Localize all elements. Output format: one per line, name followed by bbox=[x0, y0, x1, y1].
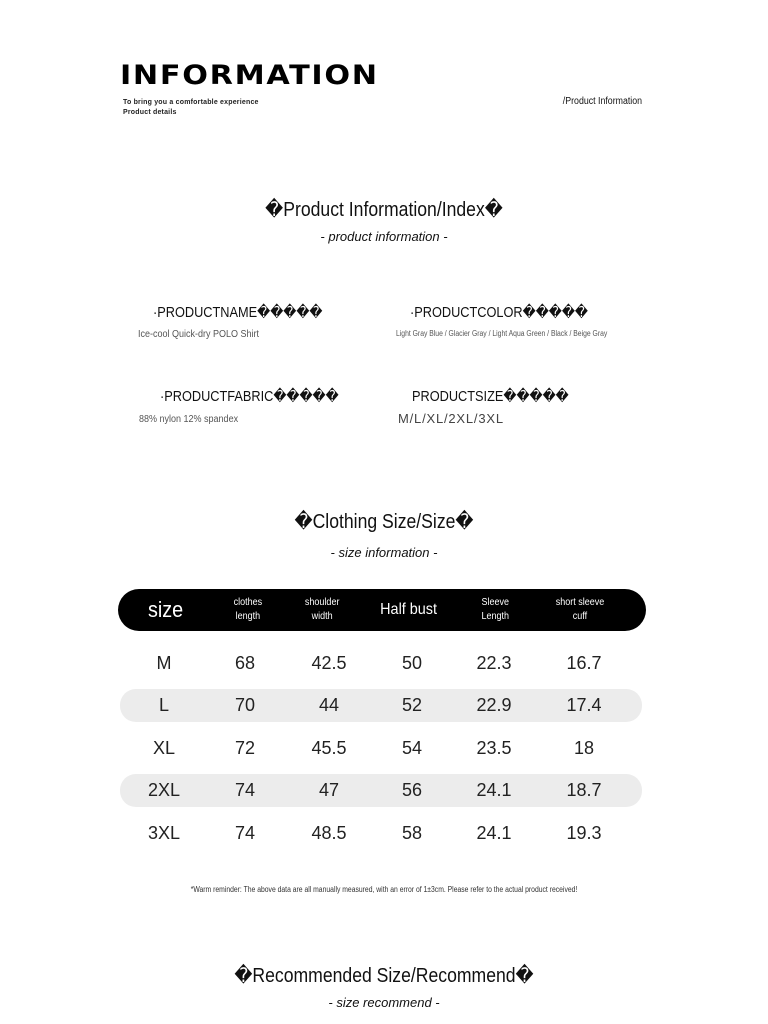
recommend-section-title: �Recommended Size/Recommend� bbox=[234, 965, 534, 987]
table-cell: 48.5 bbox=[311, 823, 347, 843]
table-cell: XL bbox=[152, 738, 176, 758]
brand-subtitle-line2: Product details bbox=[123, 109, 177, 116]
table-row bbox=[120, 774, 642, 807]
header-shoulder-width: shoulder width bbox=[304, 597, 340, 622]
product-name-value: Ice-cool Quick-dry POLO Shirt bbox=[138, 329, 260, 340]
header-sleeve-length: Sleeve Length bbox=[481, 597, 509, 622]
table-row bbox=[120, 689, 642, 722]
size-section-title: �Clothing Size/Size� bbox=[294, 511, 474, 533]
table-cell: 24.1 bbox=[476, 780, 512, 800]
product-color-label: ·PRODUCTCOLOR����� bbox=[410, 304, 589, 321]
product-size-label: PRODUCTSIZE����� bbox=[412, 388, 569, 405]
measurement-note: *Warm reminder: The above data are all manually measured, with an error of 1±3cm. Please refer to the actual product received! bbox=[190, 885, 578, 894]
table-cell: 58 bbox=[401, 823, 423, 843]
section-caption: /Product Information bbox=[562, 96, 642, 107]
table-cell: L bbox=[158, 695, 169, 715]
table-cell: 74 bbox=[234, 823, 256, 843]
table-cell: M bbox=[156, 653, 172, 673]
table-cell: 19.3 bbox=[566, 823, 602, 843]
product-info-subtitle: - product information - bbox=[320, 229, 448, 244]
product-size-value: M/L/XL/2XL/3XL bbox=[398, 411, 504, 426]
size-table-header bbox=[118, 589, 646, 631]
brand-title: INFORMATION bbox=[120, 60, 379, 91]
table-row bbox=[120, 647, 642, 680]
table-cell: 56 bbox=[401, 780, 423, 800]
table-cell: 23.5 bbox=[476, 738, 512, 758]
header-size: size bbox=[148, 597, 184, 622]
table-cell: 68 bbox=[234, 653, 256, 673]
table-cell: 74 bbox=[234, 780, 256, 800]
table-cell: 44 bbox=[318, 695, 340, 715]
table-cell: 2XL bbox=[147, 780, 181, 800]
product-fabric-value: 88% nylon 12% spandex bbox=[139, 414, 239, 425]
brand-subtitle-line1: To bring you a comfortable experience bbox=[123, 99, 259, 106]
table-cell: 47 bbox=[318, 780, 340, 800]
table-row bbox=[120, 732, 642, 765]
recommend-section-subtitle: - size recommend - bbox=[328, 995, 440, 1010]
table-cell: 70 bbox=[234, 695, 256, 715]
table-cell: 42.5 bbox=[311, 653, 347, 673]
product-color-value: Light Gray Blue / Glacier Gray / Light Aqua Green / Black / Beige Gray bbox=[396, 329, 608, 338]
table-cell: 3XL bbox=[147, 823, 181, 843]
header-clothes-length: clothes length bbox=[233, 597, 263, 622]
product-name-label: ·PRODUCTNAME����� bbox=[153, 304, 323, 321]
product-fabric-label: ·PRODUCTFABRIC����� bbox=[160, 388, 339, 405]
header-half-bust: Half bust bbox=[380, 601, 438, 618]
table-cell: 22.3 bbox=[476, 653, 512, 673]
table-cell: 50 bbox=[401, 653, 423, 673]
table-cell: 72 bbox=[234, 738, 256, 758]
header-sleeve-cuff: short sleeve cuff bbox=[555, 597, 605, 622]
table-cell: 54 bbox=[401, 738, 423, 758]
table-cell: 18.7 bbox=[566, 780, 602, 800]
table-cell: 45.5 bbox=[311, 738, 347, 758]
table-cell: 16.7 bbox=[566, 653, 602, 673]
table-cell: 17.4 bbox=[566, 695, 602, 715]
table-cell: 24.1 bbox=[476, 823, 512, 843]
table-cell: 52 bbox=[401, 695, 423, 715]
table-cell: 22.9 bbox=[476, 695, 512, 715]
product-info-title: �Product Information/Index� bbox=[265, 199, 503, 221]
table-cell: 18 bbox=[573, 738, 595, 758]
size-section-subtitle: - size information - bbox=[330, 545, 438, 560]
table-row bbox=[120, 817, 642, 850]
